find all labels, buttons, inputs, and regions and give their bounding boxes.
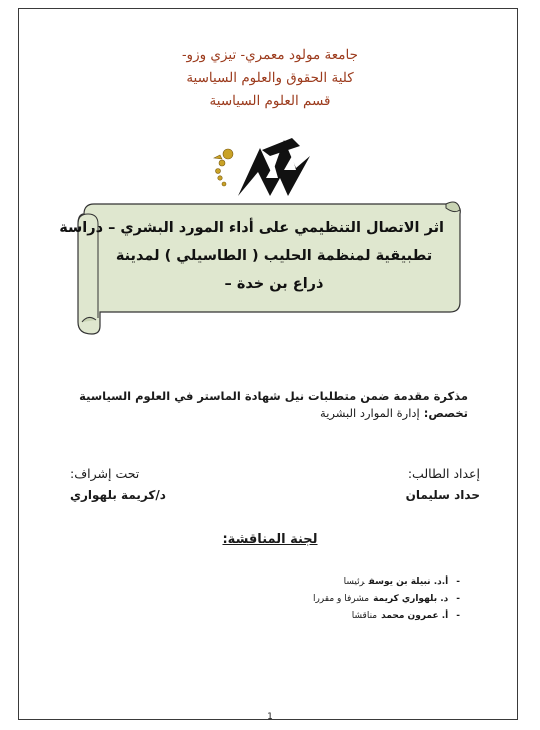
page-number: 1 (267, 712, 273, 722)
supervisor-name: د/كريمة بلهواري (70, 488, 166, 502)
specialty-line (40, 405, 468, 422)
memo-line: مذكرة مقدمة ضمن متطلبات نيل شهادة الماستر في العلوم السياسية (79, 389, 468, 403)
faculty-name: كلية الحقوق والعلوم السياسية (186, 70, 354, 86)
member-name: أ.د. نبيلة بن يوسف (368, 577, 449, 587)
committee-title: لجنة المناقشة: (222, 532, 318, 547)
department-name: قسم العلوم السياسية (209, 93, 331, 109)
member-name: د. بلهواري كريمة (373, 594, 449, 604)
specialty-label: تخصص: (423, 406, 468, 420)
bullet-dash: - (456, 594, 460, 604)
title-line-1: اثر الاتصال التنظيمي على أداء المورد البشري – دراسة (59, 220, 444, 236)
institution-header (60, 44, 480, 113)
member-role: مناقشا (351, 611, 378, 621)
member-role: مشرفا و مقررا (312, 594, 370, 604)
prepared-by-label: إعداد الطالب: (407, 466, 480, 481)
bullet-dash: - (456, 577, 460, 587)
list-item (240, 574, 460, 591)
committee-members (240, 574, 460, 625)
university-name: جامعة مولود معمري- تيزي وزو- (181, 47, 358, 63)
university-logo-icon (200, 134, 330, 204)
supervised-by-label: تحت إشراف: (70, 466, 140, 481)
title-line-2: تطبيقية لمنظمة الحليب ( الطاسيلي ) لمدينة (115, 248, 433, 264)
list-item (240, 591, 460, 608)
student-name: حداد سليمان (405, 488, 480, 502)
member-role: رئيسا (343, 577, 365, 587)
logo-gold-marks (214, 149, 233, 186)
title-line-3: ذراع بن خدة – (224, 276, 324, 292)
specialty-value: إدارة الموارد البشرية (320, 406, 420, 420)
thesis-title (59, 214, 444, 298)
member-name: أ. عمرون محمد (381, 611, 449, 621)
list-item (240, 608, 460, 625)
bullet-dash: - (456, 611, 460, 621)
memo-statement (40, 388, 468, 422)
